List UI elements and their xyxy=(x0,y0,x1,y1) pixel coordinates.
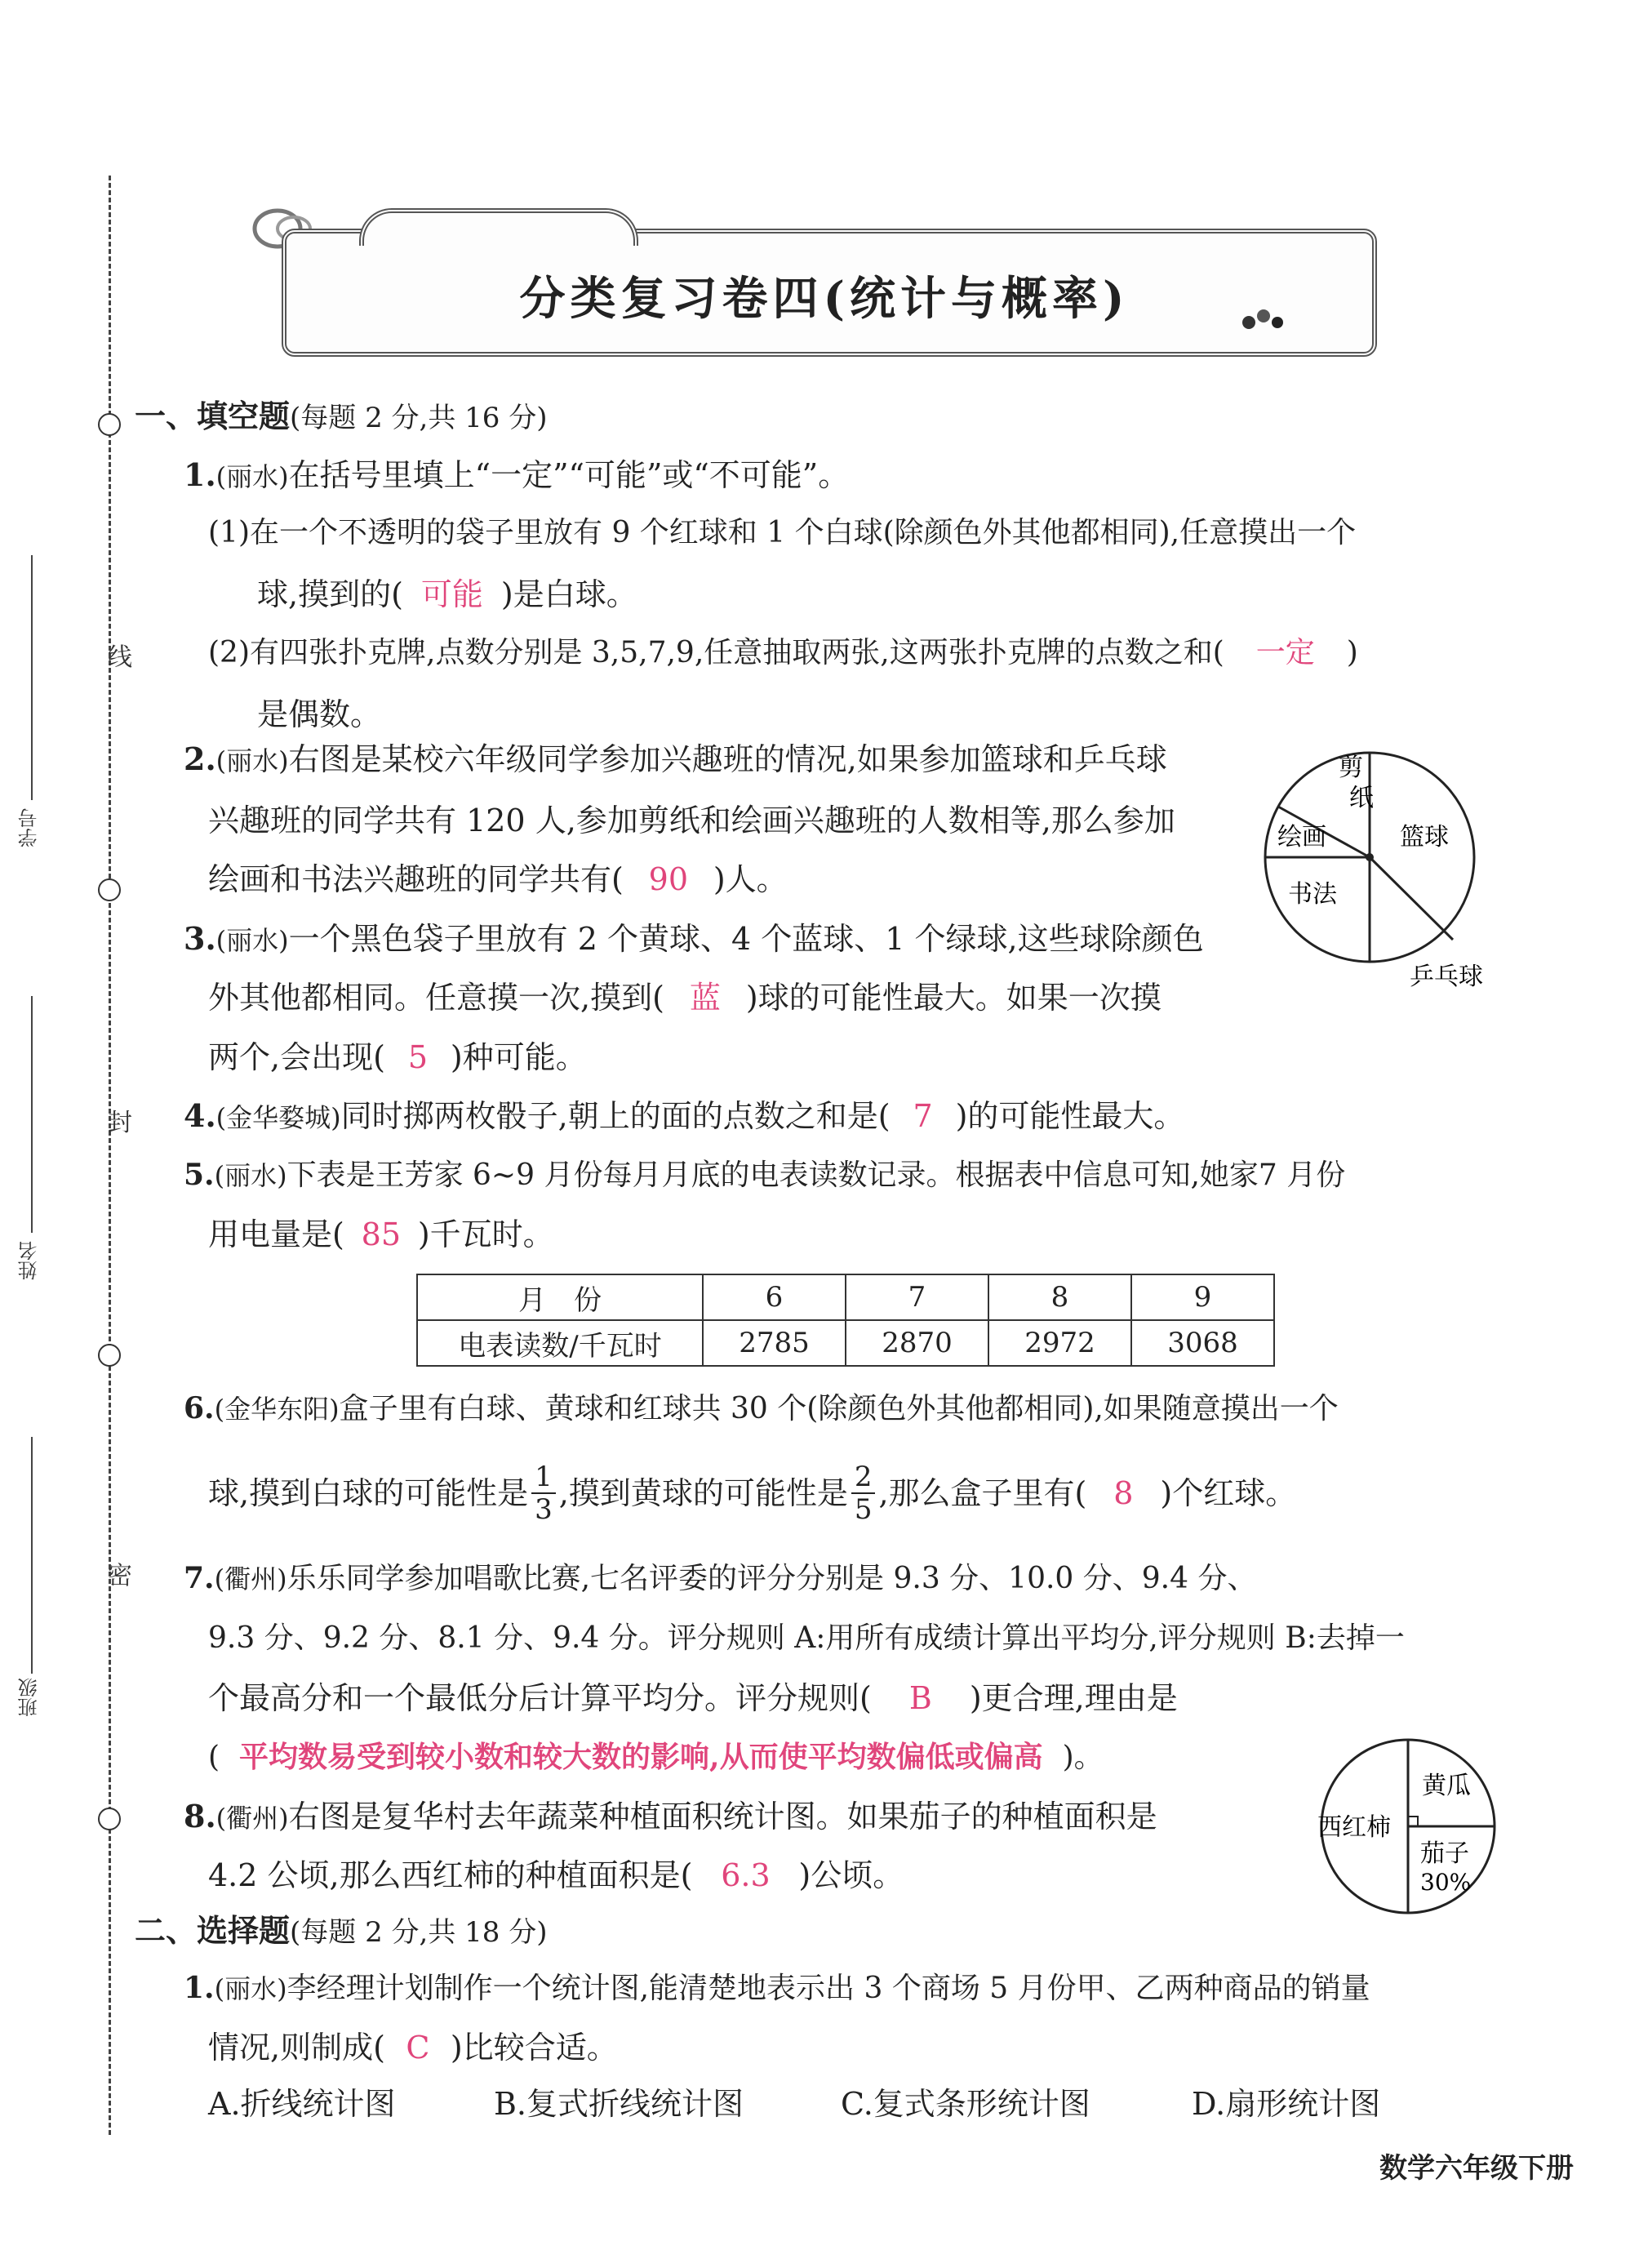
table-cell-reading: 3068 xyxy=(1131,1320,1274,1366)
section1-heading xyxy=(135,396,547,438)
binding-hole-3 xyxy=(98,1344,121,1367)
pie-label-basketball: 篮球 xyxy=(1400,823,1449,852)
q7-line4: ( 平均数易受到较小数和较大数的影响,从而使平均数偏低或偏高 )。 xyxy=(208,1737,1104,1778)
footer-book-title: 数学六年级下册 xyxy=(1379,2152,1574,2185)
table-cell-month: 6 xyxy=(703,1274,846,1320)
table-cell-reading: 2870 xyxy=(846,1320,988,1366)
table-cell-reading: 2972 xyxy=(988,1320,1131,1366)
choice-a[interactable]: A.折线统计图 xyxy=(208,2086,396,2122)
q8-answer[interactable]: 6.3 xyxy=(721,1857,771,1893)
table-cell-reading: 2785 xyxy=(703,1320,846,1366)
table-cell-month: 7 xyxy=(846,1274,988,1320)
choice-c[interactable]: C.复式条形统计图 xyxy=(841,2086,1090,2122)
side-label-seal: 封 xyxy=(108,1109,132,1137)
q1-stem: 1.(丽水)在括号里填上“一定”“可能”或“不可能”。 xyxy=(184,456,850,493)
q7-line1: 7.(衢州)乐乐同学参加唱歌比赛,七名评委的评分分别是 9.3 分、10.0 分、9.4 分、 xyxy=(184,1561,1257,1595)
pie-label-paper-2: 纸 xyxy=(1349,784,1374,812)
q3-line2: 外其他都相同。任意摸一次,摸到( 蓝 )球的可能性最大。如果一次摸 xyxy=(208,977,1162,1018)
veg-pie-label-tomato: 西红柿 xyxy=(1317,1813,1391,1842)
q5-answer[interactable]: 85 xyxy=(361,1216,401,1252)
q5-line2: 用电量是( 85 )千瓦时。 xyxy=(208,1214,554,1255)
q1-part1-answer[interactable]: 可能 xyxy=(420,576,483,612)
student-number-field[interactable] xyxy=(31,555,34,800)
table-row-readings xyxy=(417,1320,1274,1366)
q6-answer[interactable]: 8 xyxy=(1113,1475,1134,1511)
s2q1-line2: 情况,则制成( C )比较合适。 xyxy=(208,2027,618,2068)
binding-hole-2 xyxy=(98,878,121,901)
table-row-months xyxy=(417,1274,1274,1320)
pie-label-calligraphy: 书法 xyxy=(1288,880,1337,909)
q8-line2: 4.2 公顷,那么西红柿的种植面积是( 6.3 )公顷。 xyxy=(208,1855,904,1896)
table-header-month: 月 份 xyxy=(417,1274,703,1320)
pie-label-paper-1: 剪 xyxy=(1339,754,1363,782)
section1-title: 一、填空题 xyxy=(135,398,291,434)
q2-line2: 兴趣班的同学共有 120 人,参加剪纸和绘画兴趣班的人数相等,那么参加 xyxy=(208,803,1175,838)
veg-pie-right-angle xyxy=(1408,1817,1418,1826)
meter-reading-table xyxy=(416,1274,1275,1367)
choice-d[interactable]: D.扇形统计图 xyxy=(1192,2086,1381,2122)
q3-line3: 两个,会出现( 5 )种可能。 xyxy=(208,1037,587,1078)
table-header-reading: 电表读数/千瓦时 xyxy=(417,1320,703,1366)
fraction-white: $\frac{1}{3}$ xyxy=(531,1461,556,1525)
q4-answer[interactable]: 7 xyxy=(913,1098,933,1134)
s2q1-answer[interactable]: C xyxy=(406,2030,430,2066)
s2q1-line1: 1.(丽水)李经理计划制作一个统计图,能清楚地表示出 3 个商场 5 月份甲、乙两种商品的销量 xyxy=(184,1971,1370,2005)
student-name-label: 姓名 xyxy=(18,1241,41,1280)
section2-note: (每题 2 分,共 18 分) xyxy=(290,1916,548,1949)
page-title: 分类复习卷四(统计与概率) xyxy=(519,272,1130,326)
choice-b[interactable]: B.复式折线统计图 xyxy=(494,2086,744,2122)
q3-answer-count[interactable]: 5 xyxy=(407,1039,428,1075)
student-class-field[interactable] xyxy=(31,1437,34,1674)
veg-pie-label-eggplant-pct: 30% xyxy=(1420,1869,1472,1896)
pie-divider-pingpong xyxy=(1370,857,1453,940)
pie-label-painting: 绘画 xyxy=(1277,823,1326,852)
q7-line3: 个最高分和一个最低分后计算平均分。评分规则( B )更合理,理由是 xyxy=(208,1678,1178,1719)
section2-heading xyxy=(135,1910,547,1953)
q7-answer-rule[interactable]: B xyxy=(908,1680,932,1716)
binding-hole-1 xyxy=(98,413,121,436)
q4-line: 4.(金华婺城)同时掷两枚骰子,朝上的面的点数之和是( 7 )的可能性最大。 xyxy=(184,1096,1184,1138)
student-class-label: 班级 xyxy=(18,1678,41,1717)
interest-class-pie-chart xyxy=(1261,731,1506,1008)
q1-part2-line1: (2)有四张扑克牌,点数分别是 3,5,7,9,任意抽取两张,这两张扑克牌的点数之和( 一定 ) xyxy=(208,633,1358,674)
veg-pie-label-eggplant: 茄子 xyxy=(1420,1839,1469,1868)
fraction-yellow: $\frac{2}{5}$ xyxy=(851,1461,876,1525)
q7-answer-reason[interactable]: 平均数易受到较小数和较大数的影响,从而使平均数偏低或偏高 xyxy=(239,1740,1043,1774)
pie-center xyxy=(1366,853,1374,861)
veg-pie-label-cucumber: 黄瓜 xyxy=(1422,1772,1471,1800)
q1-part1-line2: 球,摸到的( 可能 )是白球。 xyxy=(257,574,637,615)
binding-hole-4 xyxy=(98,1808,121,1830)
section1-note: (每题 2 分,共 16 分) xyxy=(290,402,548,434)
q3-answer-color[interactable]: 蓝 xyxy=(689,980,721,1016)
binding-dashed-line xyxy=(109,176,111,2135)
side-label-line: 线 xyxy=(108,643,132,672)
q7-line2: 9.3 分、9.2 分、8.1 分、9.4 分。评分规则 A:用所有成绩计算出平均分,评分规则 B:去掉一 xyxy=(208,1621,1405,1655)
pie-label-pingpong: 乒乓球 xyxy=(1410,963,1483,991)
q6-line2: 球,摸到白球的可能性是 $\frac{1}{3}$ ,摸到黄球的可能性是 $\frac{2}{5}$ ,那么盒子里有( 8 )个红球。 xyxy=(208,1461,1297,1526)
q5-line1: 5.(丽水)下表是王芳家 6~9 月份每月月底的电表读数记录。根据表中信息可知,她家7 月份 xyxy=(184,1158,1346,1192)
table-cell-month: 9 xyxy=(1131,1274,1274,1320)
student-number-label: 学号 xyxy=(18,808,41,847)
q1-part2-line2: 是偶数。 xyxy=(257,696,382,732)
table-cell-month: 8 xyxy=(988,1274,1131,1320)
student-name-field[interactable] xyxy=(31,996,34,1233)
q6-line1: 6.(金华东阳)盒子里有白球、黄球和红球共 30 个(除颜色外其他都相同),如果随意摸出一个 xyxy=(184,1391,1339,1425)
q3-line1: 3.(丽水)一个黑色袋子里放有 2 个黄球、4 个蓝球、1 个绿球,这些球除颜色 xyxy=(184,920,1204,957)
q2-line3: 绘画和书法兴趣班的同学共有( 90 )人。 xyxy=(208,859,788,900)
q1-part1-line1: (1)在一个不透明的袋子里放有 9 个红球和 1 个白球(除颜色外其他都相同),任意摸出一个 xyxy=(208,516,1357,549)
q1-part2-answer[interactable]: 一定 xyxy=(1255,636,1315,669)
q2-line1: 2.(丽水)右图是某校六年级同学参加兴趣班的情况,如果参加篮球和乒乓球 xyxy=(184,740,1167,777)
side-label-secret: 密 xyxy=(108,1562,132,1590)
vegetable-area-pie-chart xyxy=(1314,1735,1502,1923)
title-tab xyxy=(359,208,638,246)
q8-line1: 8.(衢州)右图是复华村去年蔬菜种植面积统计图。如果茄子的种植面积是 xyxy=(184,1798,1157,1834)
q2-answer[interactable]: 90 xyxy=(648,861,688,897)
section2-title: 二、选择题 xyxy=(135,1912,291,1949)
title-corner-decoration xyxy=(1233,298,1298,339)
